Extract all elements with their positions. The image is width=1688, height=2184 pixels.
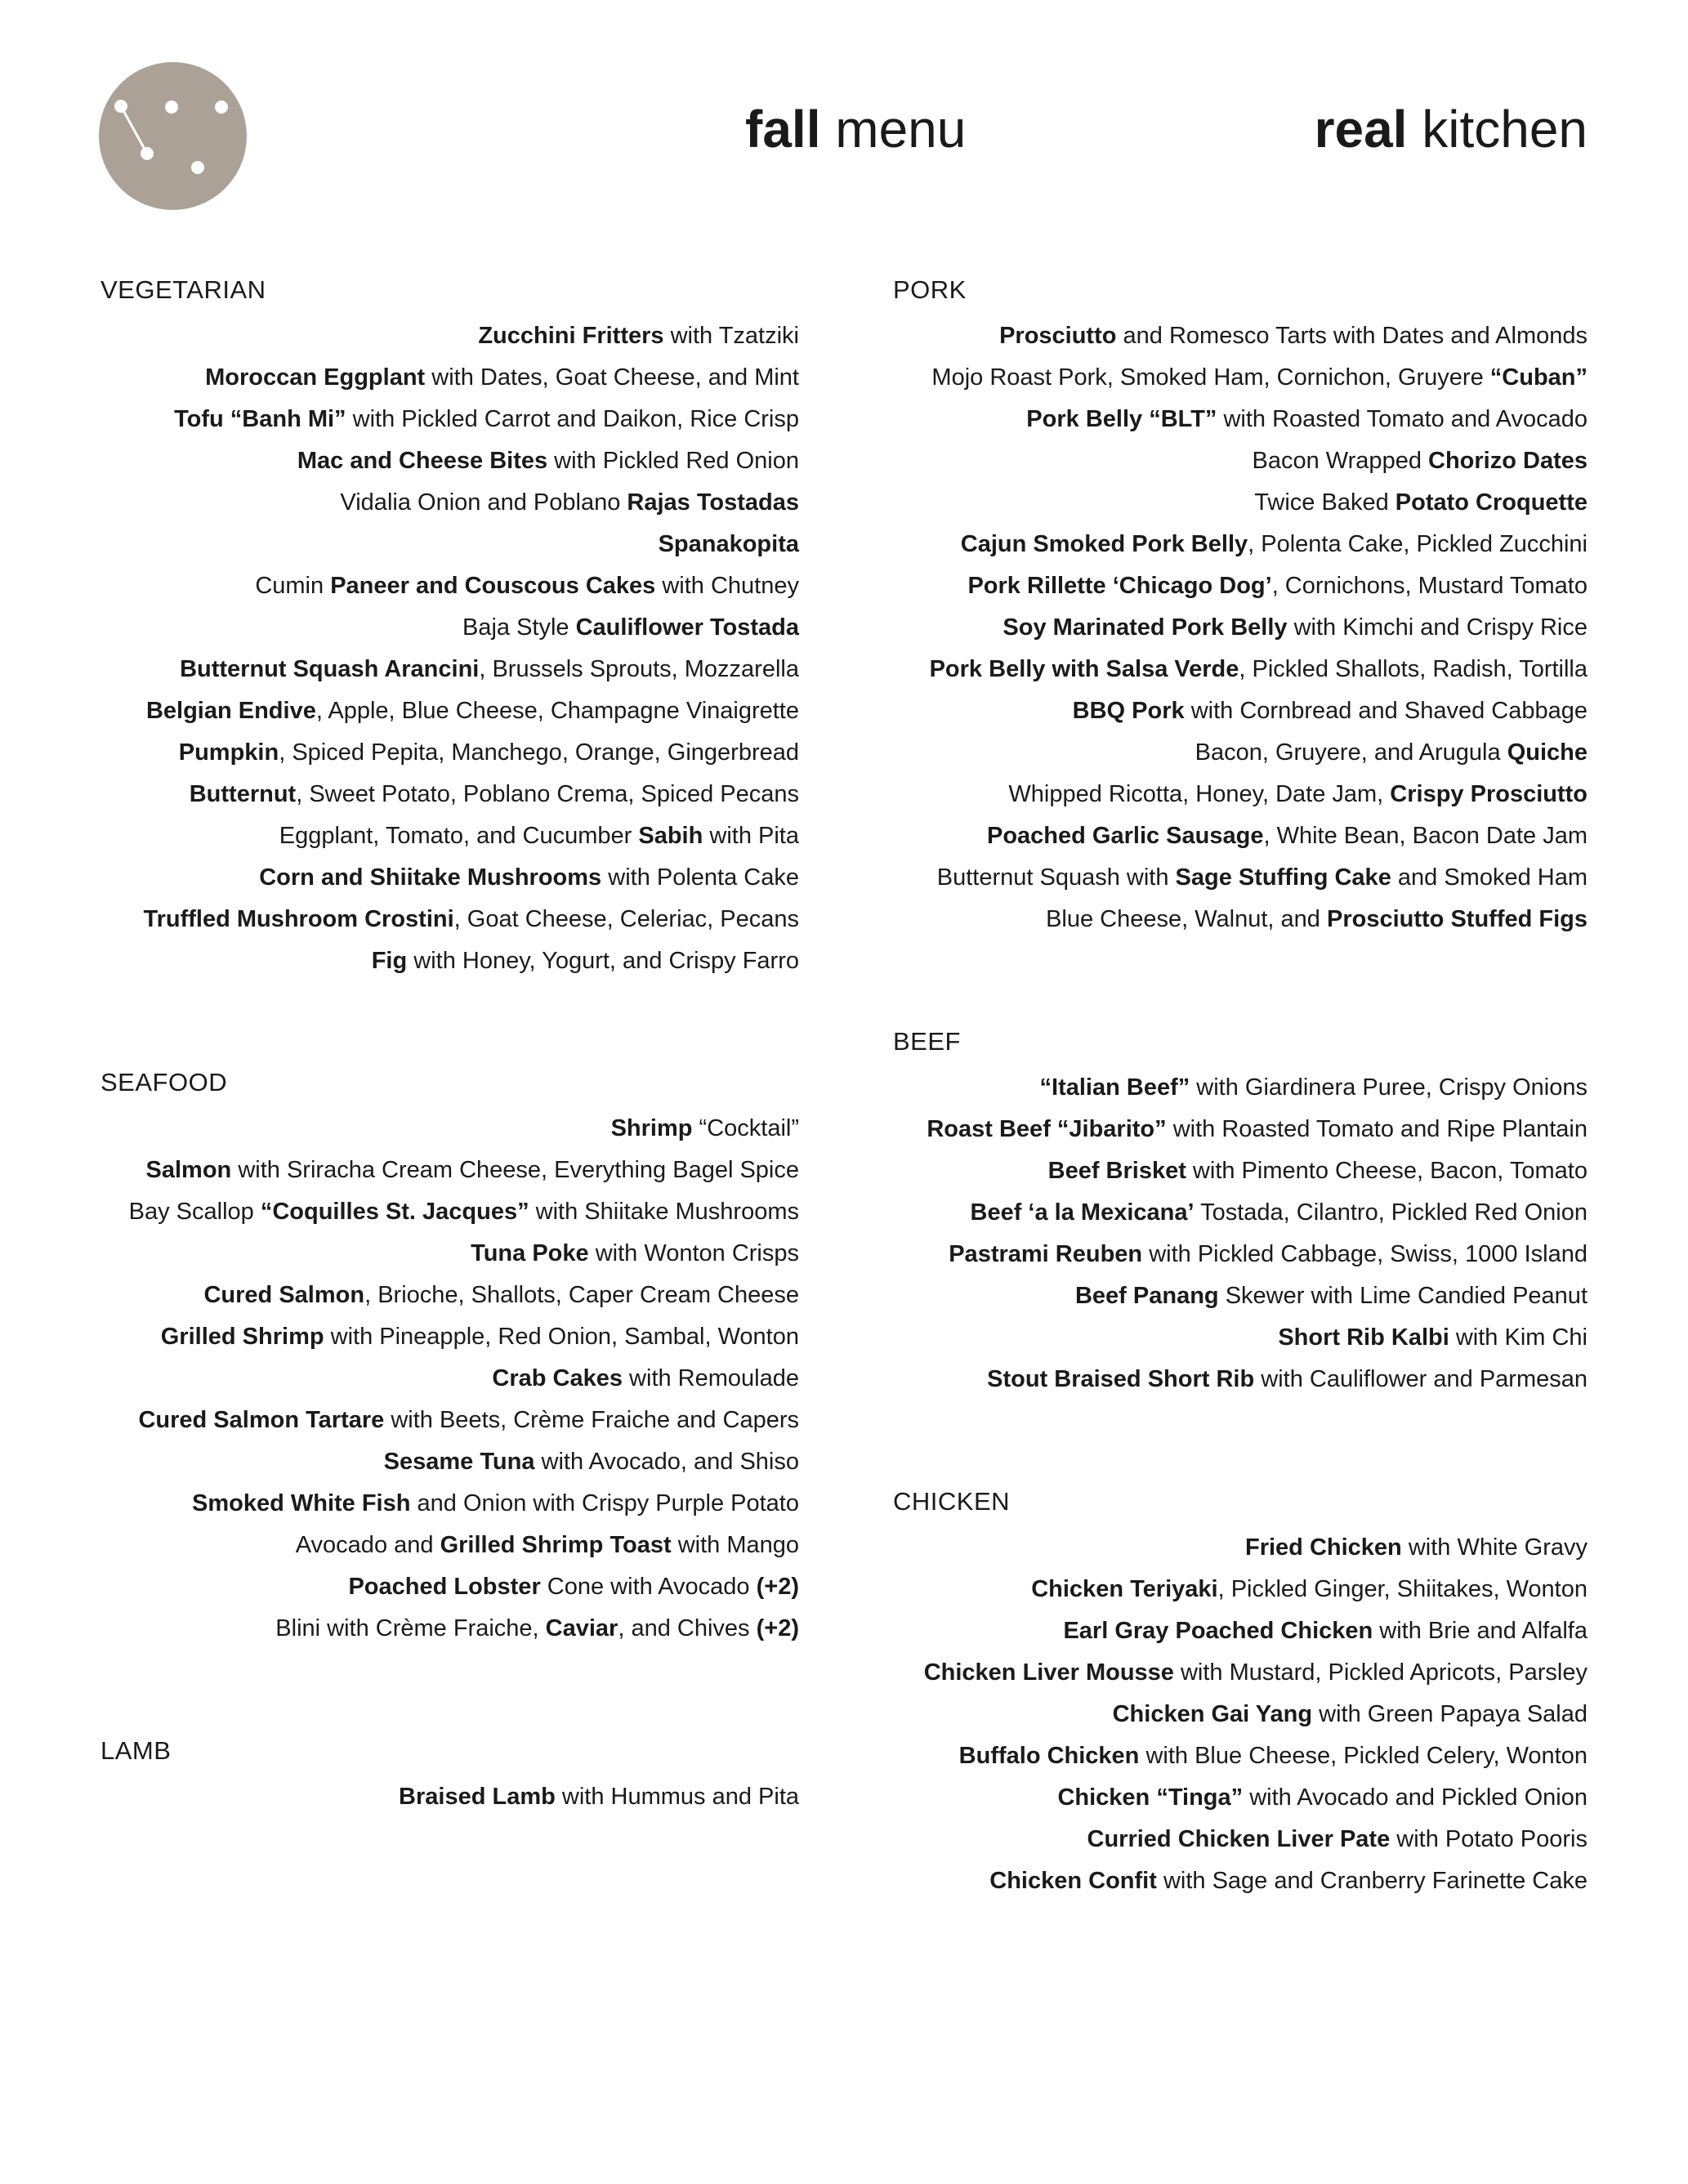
dish-name: Curried Chicken Liver Pate [1087,1826,1391,1852]
dish-description: Vidalia Onion and Poblano [340,489,627,516]
brand-title [1315,96,1588,162]
dish-name: Chicken “Tinga” [1057,1784,1244,1811]
menu-item [100,1483,799,1525]
dish-name: Grilled Shrimp Toast [440,1532,672,1558]
dish-name: Spanakopita [658,531,799,557]
menu-item [893,1860,1588,1902]
dish-name: Sage Stuffing Cake [1175,864,1391,891]
section-heading: SEAFOOD [100,1068,228,1096]
dish-description: Bacon, Gruyere, and Arugula [1195,739,1507,766]
dish-description: with Roasted Tomato and Ripe Plantain [1166,1116,1588,1142]
menu-item [100,1400,799,1441]
menu-item [893,524,1588,565]
dish-description: with Dates, Goat Cheese, and Mint [425,364,799,391]
dish-name: Prosciutto Stuffed Figs [1327,906,1588,932]
dish-name: Belgian Endive [145,698,316,724]
dish-description: and Onion with Crispy Purple Potato [410,1490,799,1516]
dish-name: Rajas Tostadas [627,489,799,516]
dish-name: Poached Garlic Sausage [986,823,1264,849]
dish-description: with Beets, Crème Fraiche and Capers [384,1407,799,1433]
dish-name: Shrimp [610,1115,693,1141]
dish-description: with Cornbread and Shaved Cabbage [1184,698,1588,724]
menu-item [893,1569,1588,1610]
dish-name: Poached Lobster [348,1574,541,1600]
menu-item [893,1275,1588,1317]
menu-item [893,1652,1588,1694]
dish-name: Stout Braised Short Rib [987,1366,1255,1392]
dish-name: Sabih [638,823,703,849]
menu-item [100,690,799,732]
dish-description: Butternut Squash with [936,864,1176,891]
brand-title-bold: real [1314,100,1408,159]
dish-description: with Green Papaya Salad [1312,1701,1588,1727]
dish-description: Tostada, Cilantro, Pickled Red Onion [1194,1199,1588,1226]
menu-item [893,565,1588,607]
dish-description: with Giardinera Puree, Crispy Onions [1190,1074,1588,1101]
menu-item-list [100,1108,799,1650]
dish-name: Chicken Teriyaki [1031,1576,1218,1602]
dish-name: Grilled Shrimp [160,1324,324,1350]
dish-description: with Pita [703,823,799,849]
menu-item [100,1608,799,1650]
dish-name: Zucchini Fritters [478,323,664,349]
dish-name: Cured Salmon [203,1282,365,1308]
menu-item [100,1566,799,1608]
dish-description: with Blue Cheese, Pickled Celery, Wonton [1139,1743,1588,1769]
dish-description: Skewer with Lime Candied Peanut [1218,1283,1588,1309]
menu-title-light: menu [820,100,967,159]
section-heading: CHICKEN [893,1487,1011,1516]
section-heading: LAMB [100,1736,172,1765]
dish-description: , Cornichons, Mustard Tomato [1271,573,1588,599]
dish-description: with Avocado and Pickled Onion [1243,1784,1588,1811]
menu-item [893,1359,1588,1400]
logo-dot [215,100,228,114]
logo-dot [165,100,178,114]
dish-name: Quiche [1507,739,1588,766]
dish-description: with Shiitake Mushrooms [529,1199,799,1225]
dish-description: and Romesco Tarts with Dates and Almonds [1116,323,1588,349]
dish-name: Pork Belly “BLT” [1026,406,1217,432]
menu-item [893,1150,1588,1192]
dish-description: with Wonton Crisps [588,1240,799,1266]
dish-description: and Smoked Ham [1391,864,1588,891]
menu-item [893,399,1588,440]
dish-name: Smoked White Fish [191,1490,411,1516]
dish-description: with Kimchi and Crispy Rice [1287,614,1588,641]
menu-item [893,1735,1588,1777]
menu-item [893,1610,1588,1652]
section-heading: BEEF [893,1027,961,1056]
dish-name: Corn and Shiitake Mushrooms [259,864,602,891]
section-heading: PORK [893,275,967,304]
dish-description: with Mustard, Pickled Apricots, Parsley [1173,1659,1588,1686]
menu-item [893,607,1588,649]
constellation-logo-icon [99,62,247,210]
dish-description: , Goat Cheese, Celeriac, Pecans [453,906,799,932]
section-heading: VEGETARIAN [100,275,266,304]
dish-name: Tofu “Banh Mi” [174,406,346,432]
menu-item [100,649,799,690]
seafood-section [100,1066,799,1650]
menu-item [100,357,799,399]
menu-item [893,1819,1588,1860]
dish-description: , Polenta Cake, Pickled Zucchini [1248,531,1588,557]
dish-name: BBQ Pork [1072,698,1185,724]
menu-title [745,96,966,162]
menu-item [100,1108,799,1150]
dish-name: Braised Lamb [399,1784,556,1810]
dish-description: Baja Style [462,614,576,641]
dish-name: “Coquilles St. Jacques” [260,1199,529,1225]
menu-item-list [893,1527,1588,1902]
dish-name: Pork Rillette ‘Chicago Dog’ [967,573,1272,599]
menu-item [100,1150,799,1191]
menu-item [893,1317,1588,1359]
dish-description: with Roasted Tomato and Avocado [1217,406,1588,432]
menu-item [893,1777,1588,1819]
logo-dot [114,100,127,113]
menu-item [100,1233,799,1275]
logo-dot [141,147,154,160]
dish-name: Moroccan Eggplant [205,364,426,391]
dish-description: Cone with Avocado [540,1574,757,1600]
dish-description: Blini with Crème Fraiche, [275,1615,546,1641]
vegetarian-section [100,274,799,982]
dish-description: with Avocado, and Shiso [534,1449,799,1475]
dish-name: Caviar [545,1615,618,1641]
dish-name: Tuna Poke [471,1240,589,1266]
menu-item [100,1441,799,1483]
dish-name: Earl Gray Poached Chicken [1063,1618,1373,1644]
menu-item [100,1275,799,1316]
dish-description: , Brioche, Shallots, Caper Cream Cheese [364,1282,799,1308]
menu-item [893,482,1588,524]
dish-name: Fried Chicken [1245,1534,1402,1561]
dish-description: Blue Cheese, Walnut, and [1046,906,1327,932]
dish-description: with Pineapple, Red Onion, Sambal, Wonton [324,1324,799,1350]
dish-description: with Cauliflower and Parmesan [1254,1366,1588,1392]
dish-description: with Mango [671,1532,799,1558]
menu-item [893,899,1588,940]
beef-section [893,1025,1588,1400]
menu-item [100,524,799,565]
dish-name: Beef ‘a la Mexicana’ [970,1199,1195,1226]
dish-description: Mojo Roast Pork, Smoked Ham, Cornichon, Gruyere [931,364,1490,391]
dish-name: (+2) [756,1574,799,1600]
dish-name: Fig [371,948,408,974]
menu-item-list [100,315,799,982]
dish-name: Truffled Mushroom Crostini [143,906,454,932]
menu-item [100,607,799,649]
menu-item [893,774,1588,815]
dish-description: Bay Scallop [128,1199,261,1225]
dish-description: with Potato Pooris [1390,1826,1588,1852]
menu-item [100,857,799,899]
dish-description: with White Gravy [1401,1534,1588,1561]
dish-name: Butternut Squash Arancini [180,656,480,682]
dish-description: with Remoulade [623,1365,799,1391]
dish-name: Crab Cakes [492,1365,623,1391]
menu-item [100,899,799,940]
menu-item [893,690,1588,732]
dish-description: Twice Baked [1254,489,1396,516]
dish-description: , Brussels Sprouts, Mozzarella [479,656,799,682]
dish-description: with Pickled Cabbage, Swiss, 1000 Island [1142,1241,1588,1267]
dish-name: Paneer and Couscous Cakes [330,573,656,599]
menu-item [893,1527,1588,1569]
dish-description: with Pimento Cheese, Bacon, Tomato [1186,1158,1588,1184]
menu-item [100,565,799,607]
menu-item [100,1776,799,1818]
dish-name: Beef Panang [1074,1283,1219,1309]
dish-description: , Spiced Pepita, Manchego, Orange, Gingerbread [279,739,799,766]
dish-description: , Apple, Blue Cheese, Champagne Vinaigrette [315,698,799,724]
menu-item [893,1192,1588,1234]
menu-item [100,315,799,357]
dish-description: with Sage and Cranberry Farinette Cake [1156,1868,1588,1894]
dish-description: with Brie and Alfalfa [1373,1618,1588,1644]
dish-name: Butternut [189,781,297,807]
menu-title-bold: fall [745,100,821,159]
menu-item [100,940,799,982]
dish-name: Short Rib Kalbi [1278,1324,1449,1351]
dish-description: Whipped Ricotta, Honey, Date Jam, [1008,781,1391,807]
dish-description: with Pickled Red Onion [547,448,799,474]
dish-name: Buffalo Chicken [958,1743,1140,1769]
dish-name: Chicken Confit [989,1868,1157,1894]
dish-name: Mac and Cheese Bites [297,448,548,474]
dish-description: Avocado and [295,1532,440,1558]
menu-item [893,649,1588,690]
menu-item [100,1358,799,1400]
menu-item [893,815,1588,857]
dish-description: , Sweet Potato, Poblano Crema, Spiced Pecans [296,781,799,807]
dish-name: Crispy Prosciutto [1390,781,1588,807]
brand-title-light: kitchen [1407,100,1588,159]
dish-description: with Chutney [655,573,799,599]
dish-description: with Tzatziki [663,323,799,349]
menu-item [893,857,1588,899]
dish-name: (+2) [756,1615,799,1641]
dish-description: Bacon Wrapped [1252,448,1429,474]
menu-item [100,399,799,440]
dish-description: , Pickled Shallots, Radish, Tortilla [1239,656,1588,682]
menu-item [893,732,1588,774]
menu-item [893,1694,1588,1735]
dish-name: Pastrami Reuben [949,1241,1143,1267]
menu-item-list [100,1776,799,1818]
dish-description: with Sriracha Cream Cheese, Everything Bagel Spice [231,1157,799,1183]
dish-name: Prosciutto [999,323,1117,349]
menu-item [100,774,799,815]
menu-item [100,1525,799,1566]
dish-name: Cauliflower Tostada [575,614,799,641]
logo-circle [99,62,247,210]
menu-item [893,440,1588,482]
dish-description: with Kim Chi [1449,1324,1588,1351]
menu-item-list [893,1067,1588,1400]
dish-name: Chicken Gai Yang [1112,1701,1313,1727]
menu-item [100,1191,799,1233]
menu-item-list [893,315,1588,940]
pork-section [893,274,1588,940]
dish-name: Chicken Liver Mousse [923,1659,1174,1686]
lamb-section [100,1735,799,1818]
menu-item [893,1109,1588,1150]
menu-item [100,732,799,774]
dish-name: Salmon [145,1157,232,1183]
dish-description: “Cocktail” [692,1115,799,1141]
dish-description: , White Bean, Bacon Date Jam [1263,823,1588,849]
dish-name: Roast Beef “Jibarito” [927,1116,1167,1142]
dish-name: “Cuban” [1489,364,1588,391]
dish-name: “Italian Beef” [1039,1074,1190,1101]
dish-name: Soy Marinated Pork Belly [1003,614,1288,641]
menu-item [100,815,799,857]
dish-description: Cumin [255,573,331,599]
dish-name: Beef Brisket [1047,1158,1186,1184]
dish-description: , Pickled Ginger, Shiitakes, Wonton [1217,1576,1588,1602]
dish-description: with Pickled Carrot and Daikon, Rice Crisp [346,406,799,432]
dish-name: Potato Croquette [1395,489,1588,516]
menu-item [100,482,799,524]
menu-item [100,1316,799,1358]
menu-item [100,440,799,482]
dish-description: with Polenta Cake [601,864,799,891]
menu-item [893,357,1588,399]
chicken-section [893,1485,1588,1902]
menu-item [893,1234,1588,1275]
menu-item [893,315,1588,357]
dish-description: Eggplant, Tomato, and Cucumber [279,823,639,849]
dish-description: with Hummus and Pita [555,1784,799,1810]
dish-name: Cured Salmon Tartare [138,1407,385,1433]
logo-dot [191,161,204,174]
menu-item [893,1067,1588,1109]
dish-description: with Honey, Yogurt, and Crispy Farro [407,948,799,974]
dish-name: Pumpkin [178,739,279,766]
dish-name: Cajun Smoked Pork Belly [960,531,1248,557]
dish-name: Pork Belly with Salsa Verde [929,656,1239,682]
dish-name: Sesame Tuna [383,1449,535,1475]
dish-name: Chorizo Dates [1428,448,1588,474]
dish-description: , and Chives [618,1615,757,1641]
